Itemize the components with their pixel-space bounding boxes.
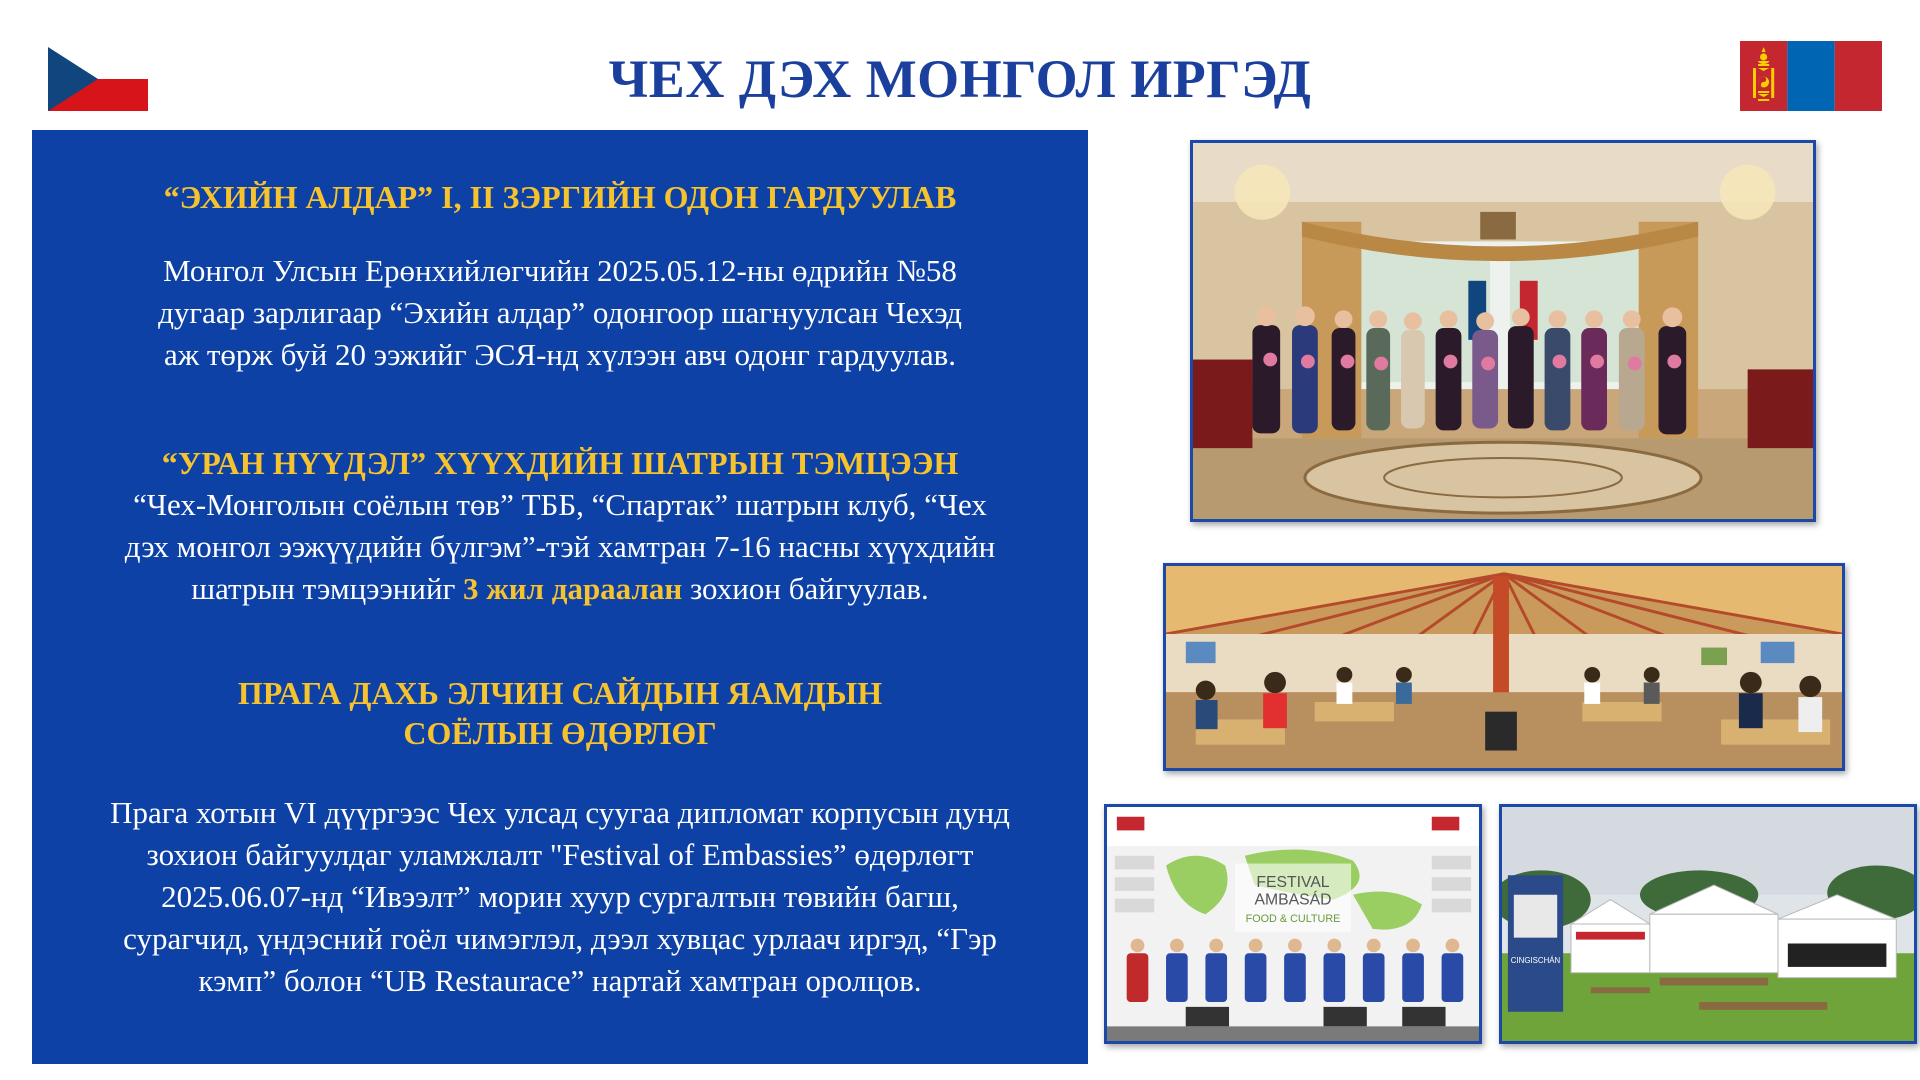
- section-body-mothers-glory: [52, 250, 1068, 376]
- body-line: “Чех-Монголын соёлын төв” ТББ, “Спартак” шатрын клуб, “Чех: [133, 487, 987, 522]
- festival-banner-line3: FOOD & CULTURE: [1245, 913, 1341, 926]
- heading-line: СОЁЛЫН ӨДӨРЛӨГ: [403, 715, 717, 751]
- photo-chess-tournament-ger: [1163, 563, 1845, 771]
- body-text: зохион байгуулав.: [682, 571, 929, 606]
- page-title: ЧЕХ ДЭХ МОНГОЛ ИРГЭД: [608, 49, 1312, 109]
- section-heading-mothers-glory: “ЭХИЙН АЛДАР” I, II ЗЭРГИЙН ОДОН ГАРДУУЛАВ: [163, 179, 957, 215]
- body-line: аж төрж буй 20 ээжийг ЭСЯ-нд хүлээн авч одонг гардуулав.: [163, 337, 957, 372]
- festival-banner-line1: FESTIVAL: [1256, 874, 1330, 891]
- body-line: Прага хотын VI дүүргээс Чех улсад суугаа дипломат корпусын дунд: [110, 795, 1010, 830]
- mongolian-flag-icon: [1740, 41, 1882, 111]
- body-line: Монгол Улсын Ерөнхийлөгчийн 2025.05.12-ны өдрийн №58: [163, 253, 957, 288]
- tent-sign-text: CINGISCHÁN: [1510, 956, 1561, 965]
- photo-festival-tents: [1499, 804, 1917, 1044]
- photo-festival-stage: [1104, 804, 1482, 1044]
- body-line: зохион байгуулдаг уламжлалт "Festival of Embassies” өдөрлөгт: [146, 837, 974, 872]
- body-line: дугаар зарлигаар “Эхийн алдар” одонгоор шагнуулсан Чехэд: [158, 295, 962, 330]
- section-body-chess: [52, 484, 1068, 610]
- festival-banner-line2: AMBASÁD: [1254, 891, 1332, 909]
- chess-photo-illustration: [1166, 566, 1842, 768]
- section-heading-chess: “УРАН НҮҮДЭЛ” ХҮҮХДИЙН ШАТРЫН ТЭМЦЭЭН: [161, 445, 959, 481]
- photo-embassy-reception: [1190, 140, 1816, 522]
- section-heading-embassy-festival: [32, 673, 1088, 753]
- body-line: сурагчид, үндэсний гоёл чимэглэл, дээл хувцас урлаач иргэд, “Гэр: [123, 921, 997, 956]
- heading-line: ПРАГА ДАХЬ ЭЛЧИН САЙДЫН ЯАМДЫН: [237, 675, 883, 711]
- body-line: дэх монгол ээжүүдийн бүлгэм”-тэй хамтран 7-16 насны хүүхдийн: [124, 529, 996, 564]
- body-line: 2025.06.07-нд “Ивээлт” морин хуур сургалтын төвийн багш,: [161, 879, 959, 914]
- body-text: шатрын тэмцээнийг: [191, 571, 464, 606]
- reception-photo-illustration: [1193, 143, 1813, 519]
- content-panel: [32, 130, 1088, 1064]
- body-line: [52, 568, 1068, 610]
- highlight-text: 3 жил дараалан: [463, 571, 683, 606]
- festival-tents-illustration: [1502, 807, 1914, 1041]
- section-body-embassy-festival: [52, 792, 1068, 1002]
- festival-stage-illustration: [1107, 807, 1479, 1041]
- body-line: кэмп” болон “UB Restaurace” нартай хамтран оролцов.: [198, 963, 922, 998]
